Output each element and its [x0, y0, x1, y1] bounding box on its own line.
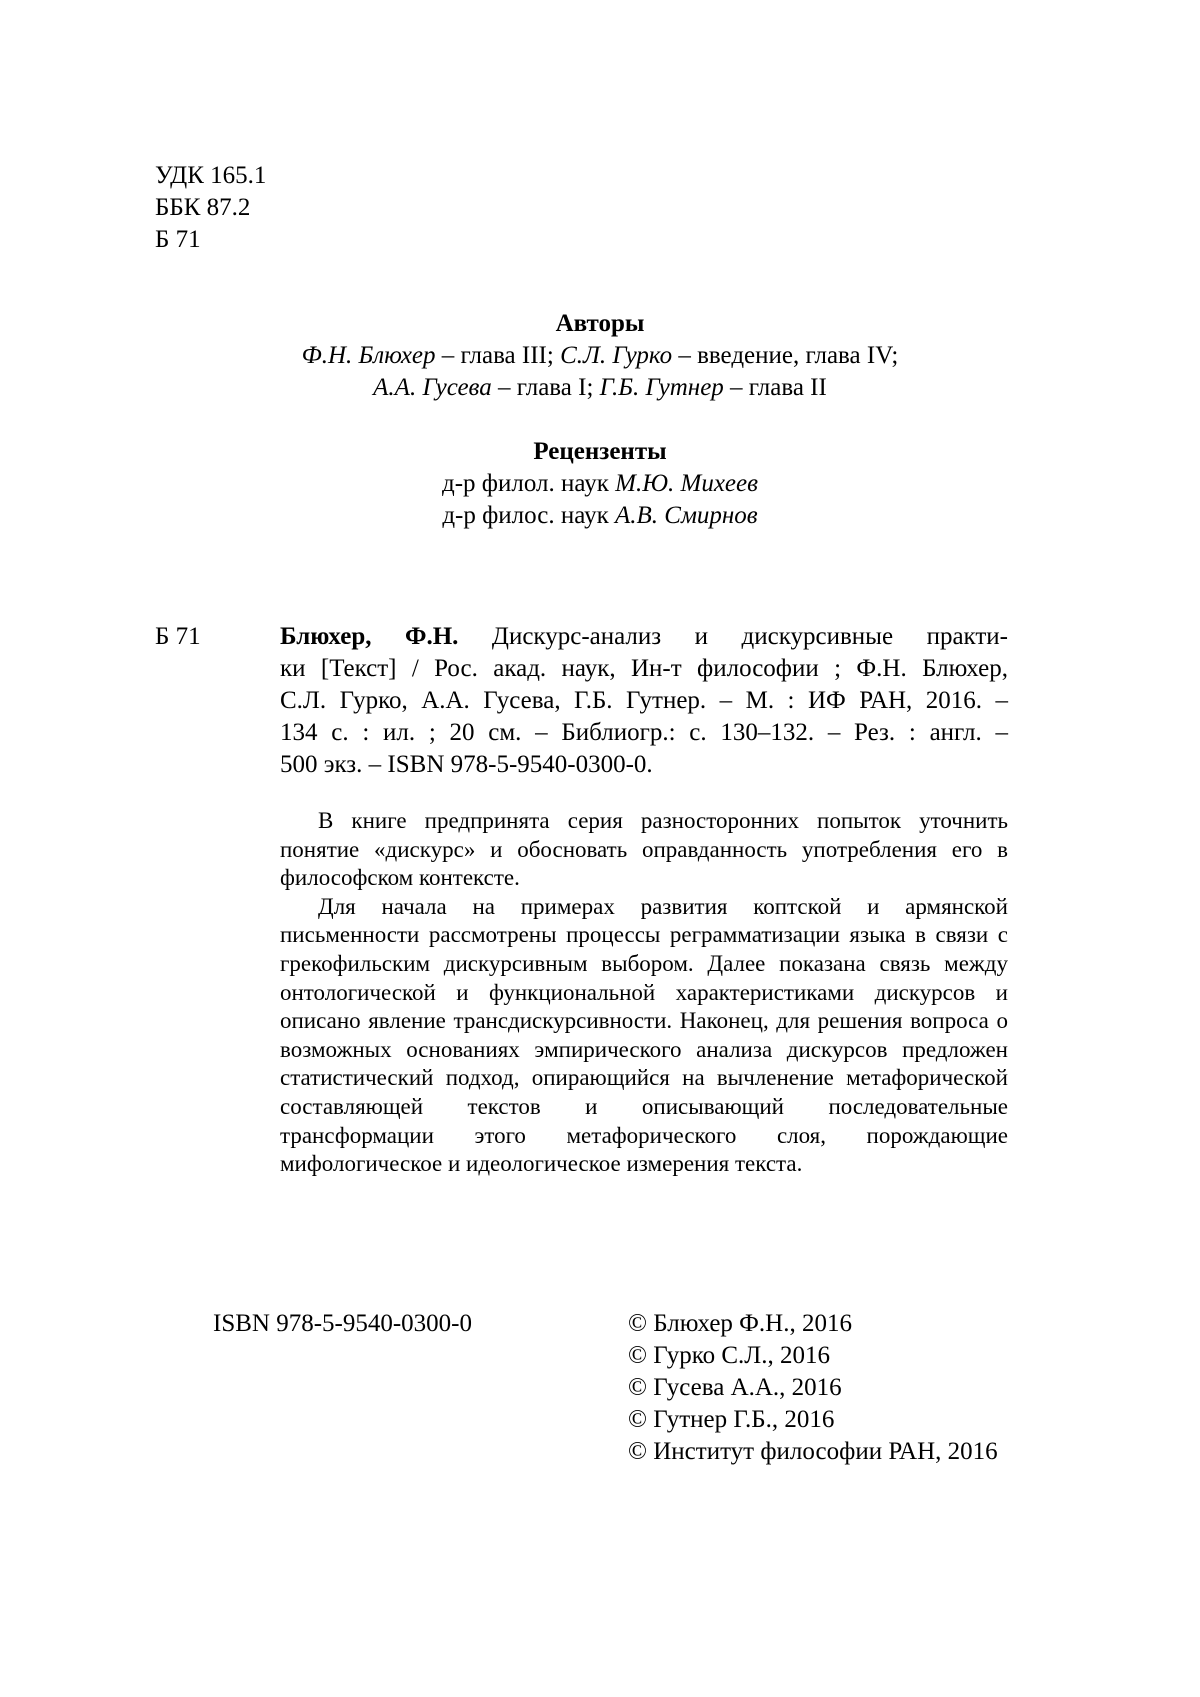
author-role: – глава III; — [435, 342, 561, 369]
author-role: – глава II — [723, 374, 827, 401]
classification-codes — [155, 160, 266, 256]
reviewer-line — [0, 500, 1200, 532]
catalog-author: Блюхер, Ф.Н. — [280, 623, 459, 650]
catalog-title: Дискурс-анализ и дискурсивные практи- — [458, 623, 1008, 650]
author-name: А.А. Гусева — [373, 374, 492, 401]
abstract-paragraph: Для начала на примерах развития коптской и армянской письменности рассмотрены процессы реграмматизации языка в связи с грекофильским дискурсивным выбором. Далее показана связь между онтологической и функциональной характеристиками дискурсов и описано явление трансдискурсивности. Наконец, для решения вопроса о возможных основаниях эмпирического анализа дискурсов предложен статистический подход, опирающийся на вычленение метафорической составляющей текстов и описывающий последовательные трансформации этого метафорического слоя, порождающие мифологическое и идеологическое измерения текста. — [280, 893, 1008, 1177]
copyright-line: © Гурко С.Л., 2016 — [628, 1342, 831, 1369]
bbk-code: ББК 87.2 — [155, 194, 251, 221]
isbn: ISBN 978-5-9540-0300-0 — [213, 1310, 473, 1337]
author-name: Г.Б. Гутнер — [599, 374, 724, 401]
reviewer-degree: д-р филос. наук — [442, 502, 615, 529]
reviewers-heading: Рецензенты — [533, 438, 667, 465]
reviewer-degree: д-р филол. наук — [442, 470, 616, 497]
copyright-line: © Блюхер Ф.Н., 2016 — [628, 1310, 852, 1337]
author-name: Ф.Н. Блюхер — [301, 342, 436, 369]
reviewer-name: А.В. Смирнов — [614, 502, 758, 529]
authors-heading: Авторы — [555, 310, 645, 337]
biblio-line-1 — [280, 621, 1008, 653]
catalog-label: Б 71 — [155, 623, 201, 650]
abstract-paragraph: В книге предпринята серия разносторонних попыток уточнить понятие «дискурс» и обосновать оправданность употребления его в философском контексте. — [280, 808, 1008, 891]
abstract — [280, 807, 1008, 1179]
author-role: – введение, глава IV; — [672, 342, 899, 369]
reviewer-line — [0, 468, 1200, 500]
reviewers-section — [0, 436, 1200, 532]
copyright-list — [628, 1308, 998, 1468]
authors-line-1 — [0, 340, 1200, 372]
copyright-line: © Гутнер Г.Б., 2016 — [628, 1406, 835, 1433]
authors-line-2 — [0, 372, 1200, 404]
biblio-line-4: 134 с. : ил. ; 20 см. – Библиогр.: с. 130–132. – Рез. : англ. – — [280, 719, 1008, 746]
copyright-line: © Институт философии РАН, 2016 — [628, 1438, 998, 1465]
author-mark: Б 71 — [155, 226, 201, 253]
author-role: – глава I; — [491, 374, 600, 401]
biblio-line-3: С.Л. Гурко, А.А. Гусева, Г.Б. Гутнер. – М. : ИФ РАН, 2016. – — [280, 687, 1008, 714]
udk-code: УДК 165.1 — [155, 162, 267, 189]
bibliographic-description — [280, 621, 1008, 781]
author-name: С.Л. Гурко — [560, 342, 673, 369]
biblio-line-5: 500 экз. – ISBN 978-5-9540-0300-0. — [280, 751, 653, 778]
biblio-line-2: ки [Текст] / Рос. акад. наук, Ин-т философии ; Ф.Н. Блюхер, — [280, 655, 1008, 682]
copyright-line: © Гусева А.А., 2016 — [628, 1374, 842, 1401]
reviewer-name: М.Ю. Михеев — [615, 470, 758, 497]
authors-section — [0, 308, 1200, 404]
